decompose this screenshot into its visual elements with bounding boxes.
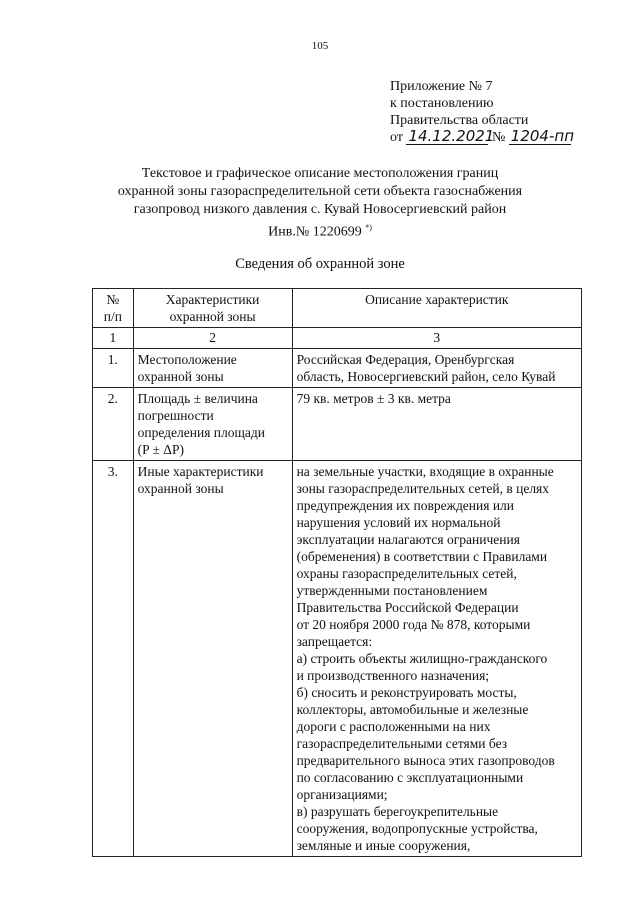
table-header-row — [93, 289, 582, 328]
appendix-block — [390, 78, 574, 146]
footnote-marker: *) — [365, 223, 372, 232]
cell-text-line: погрешности — [137, 408, 214, 423]
title-line: газопровод низкого давления с. Кувай Новосергиевский район — [133, 202, 507, 217]
header-char-line: охранной зоны — [169, 309, 256, 324]
cell-text-line: сооружения, водопропускные устройства, — [296, 821, 538, 836]
cell-text-line: (обременения) в соответствии с Правилами — [296, 549, 548, 564]
table-row — [93, 388, 582, 461]
cell-text-line: 79 кв. метров ± 3 кв. метра — [296, 391, 451, 406]
cell-text-line: область, Новосергиевский район, село Кувай — [296, 369, 556, 384]
row-description — [292, 349, 581, 388]
appendix-date-line — [390, 127, 574, 146]
row-description — [292, 388, 581, 461]
index-cell: 2 — [133, 328, 292, 349]
appendix-line: к постановлению — [390, 96, 494, 111]
cell-text-line: коллекторы, автомобильные и железные — [296, 702, 529, 717]
document-title — [60, 165, 580, 242]
table-row — [93, 349, 582, 388]
appendix-line: Приложение № 7 — [390, 79, 493, 94]
cell-text-line: (P ± ΔP) — [137, 442, 184, 457]
inventory-number: Инв.№ 1220699 — [268, 224, 362, 240]
header-characteristics — [133, 289, 292, 328]
table-row — [93, 461, 582, 857]
cell-text-line: и производственного назначения; — [296, 668, 490, 683]
cell-text-line: Иные характеристики — [137, 464, 264, 479]
cell-text-line: утвержденными постановлением — [296, 583, 488, 598]
row-characteristic — [133, 461, 292, 857]
cell-text-line: охранной зоны — [137, 369, 224, 384]
header-num — [93, 289, 134, 328]
cell-text-line: эксплуатации налагаются ограничения — [296, 532, 520, 547]
cell-text-line: дороги с расположенными на них — [296, 719, 491, 734]
cell-text-line: в) разрушать берегоукрепительные — [296, 804, 499, 819]
cell-text-line: предупреждения их повреждения или — [296, 498, 515, 513]
cell-text-line: организациями; — [296, 787, 388, 802]
cell-text-line: земляные и иные сооружения, — [296, 838, 471, 853]
cell-text-line: газораспределительными сетями без — [296, 736, 508, 751]
cell-text-line: нарушения условий их нормальной — [296, 515, 501, 530]
cell-text-line: от 20 ноября 2000 года № 878, которыми — [296, 617, 531, 632]
cell-text-line: а) строить объекты жилищно-гражданского — [296, 651, 548, 666]
appendix-line: Правительства области — [390, 113, 529, 128]
page-number: 105 — [311, 40, 329, 52]
cell-text-line: б) сносить и реконструировать мосты, — [296, 685, 517, 700]
cell-text-line: Местоположение — [137, 352, 237, 367]
cell-text-line: на земельные участки, входящие в охранные — [296, 464, 554, 479]
cell-text-line: по согласованию с эксплуатационными — [296, 770, 524, 785]
cell-text-line: Площадь ± величина — [137, 391, 258, 406]
from-prefix: от — [390, 130, 403, 145]
row-number: 1. — [93, 349, 134, 388]
title-line: Текстовое и графическое описание местоположения границ — [141, 166, 499, 181]
cell-text-line: охраны газораспределительных сетей, — [296, 566, 517, 581]
row-characteristic — [133, 349, 292, 388]
row-number: 2. — [93, 388, 134, 461]
header-description: Описание характеристик — [292, 289, 581, 328]
index-cell: 3 — [292, 328, 581, 349]
handwritten-date: 14.12.2021 — [408, 127, 495, 145]
cell-text-line: зоны газораспределительных сетей, в целях — [296, 481, 550, 496]
title-inventory-line — [60, 219, 580, 242]
header-num-line: п/п — [103, 309, 122, 324]
zone-table — [92, 288, 582, 857]
header-char-line: Характеристики — [165, 292, 260, 307]
row-characteristic — [133, 388, 292, 461]
cell-text-line: Правительства Российской Федерации — [296, 600, 519, 615]
section-title: Сведения об охранной зоне — [235, 256, 405, 272]
cell-text-line: определения площади — [137, 425, 265, 440]
cell-text-line: предварительного выноса этих газопроводов — [296, 753, 555, 768]
handwritten-number: 1204-пп — [510, 127, 574, 145]
row-number: 3. — [93, 461, 134, 857]
header-num-line: № — [106, 292, 120, 307]
row-description — [292, 461, 581, 857]
index-cell: 1 — [93, 328, 134, 349]
cell-text-line: запрещается: — [296, 634, 373, 649]
table-index-row — [93, 328, 582, 349]
number-prefix: № — [491, 130, 506, 145]
cell-text-line: охранной зоны — [137, 481, 224, 496]
title-line: охранной зоны газораспределительной сети объекта газоснабжения — [117, 184, 523, 199]
cell-text-line: Российская Федерация, Оренбургская — [296, 352, 515, 367]
